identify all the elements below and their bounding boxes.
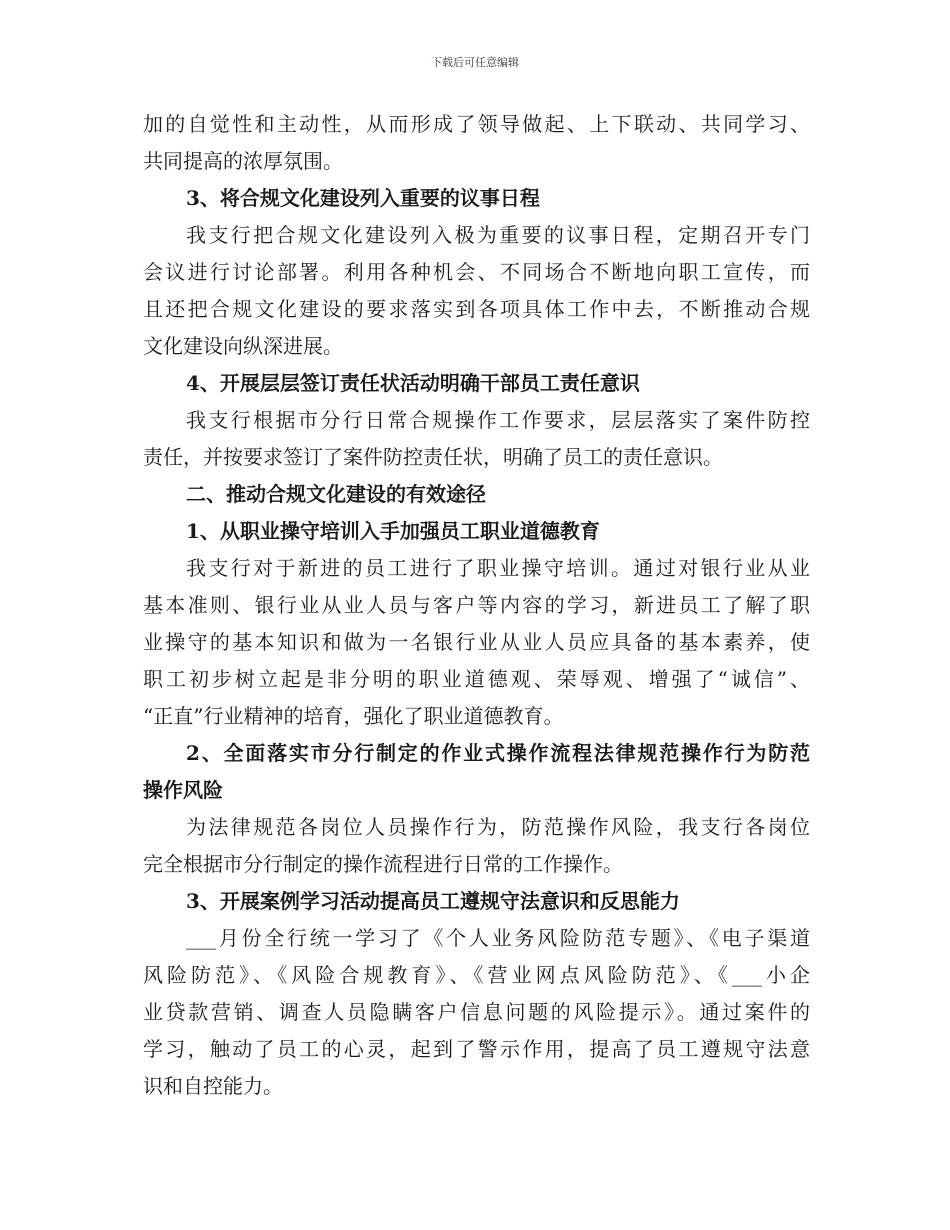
paragraph-line: 业操守的基本知识和做为一名银行业从业人员应具备的基本素养，使 bbox=[143, 630, 810, 654]
paragraph-line: 基本准则、银行业从业人员与客户等内容的学习，新进员工了解了职 bbox=[143, 593, 810, 617]
section-heading-line: 二、推动合规文化建设的有效途径 bbox=[186, 482, 486, 506]
paragraph-line: 识和自控能力。 bbox=[143, 1074, 283, 1098]
section-heading-line: 3、开展案例学习活动提高员工遵规守法意识和反思能力 bbox=[186, 889, 680, 913]
paragraph-line: “正直”行业精神的培育，强化了职业道德教育。 bbox=[143, 704, 564, 728]
paragraph-line: 加的自觉性和主动性，从而形成了领导做起、上下联动、共同学习、 bbox=[143, 112, 810, 136]
document-body bbox=[143, 106, 810, 1105]
paragraph-line: 且还把合规文化建设的要求落实到各项具体工作中去，不断推动合规 bbox=[143, 297, 810, 321]
paragraph-line: 完全根据市分行制定的操作流程进行日常的工作操作。 bbox=[143, 852, 623, 876]
paragraph-line: 共同提高的浓厚氛围。 bbox=[143, 149, 343, 173]
paragraph-line: 职工初步树立起是非分明的职业道德观、荣辱观、增强了“诚信”、 bbox=[143, 667, 810, 691]
paragraph-line: 会议进行讨论部署。利用各种机会、不同场合不断地向职工宣传，而 bbox=[143, 260, 810, 284]
paragraph-line: 我支行把合规文化建设列入极为重要的议事日程，定期召开专门 bbox=[186, 223, 810, 247]
section-heading-line: 2、全面落实市分行制定的作业式操作流程法律规范操作行为防范 bbox=[186, 741, 810, 765]
paragraph-line: 我支行对于新进的员工进行了职业操守培训。通过对银行业从业 bbox=[186, 556, 810, 580]
paragraph-line: 业贷款营销、调查人员隐瞒客户信息问题的风险提示》。通过案件的 bbox=[143, 1000, 810, 1024]
paragraph-line: 文化建设向纵深进展。 bbox=[143, 334, 343, 358]
paragraph-line: 为法律规范各岗位人员操作行为，防范操作风险，我支行各岗位 bbox=[186, 815, 810, 839]
paragraph-line: 风险防范》、《风险合规教育》、《营业网点风险防范》、《___小企 bbox=[143, 963, 810, 987]
page-header: 下载后可任意编辑 bbox=[431, 56, 519, 69]
paragraph-line: 责任，并按要求签订了案件防控责任状，明确了员工的责任意识。 bbox=[143, 445, 723, 469]
paragraph-line: ___月份全行统一学习了《个人业务风险防范专题》、《电子渠道 bbox=[186, 926, 810, 950]
section-heading-line: 3、将合规文化建设列入重要的议事日程 bbox=[186, 186, 540, 210]
section-heading-line: 4、开展层层签订责任状活动明确干部员工责任意识 bbox=[186, 371, 640, 395]
section-heading-line: 操作风险 bbox=[143, 778, 223, 802]
section-heading-line: 1、从职业操守培训入手加强员工职业道德教育 bbox=[186, 519, 600, 543]
paragraph-line: 我支行根据市分行日常合规操作工作要求，层层落实了案件防控 bbox=[186, 408, 810, 432]
paragraph-line: 学习，触动了员工的心灵，起到了警示作用，提高了员工遵规守法意 bbox=[143, 1037, 810, 1061]
